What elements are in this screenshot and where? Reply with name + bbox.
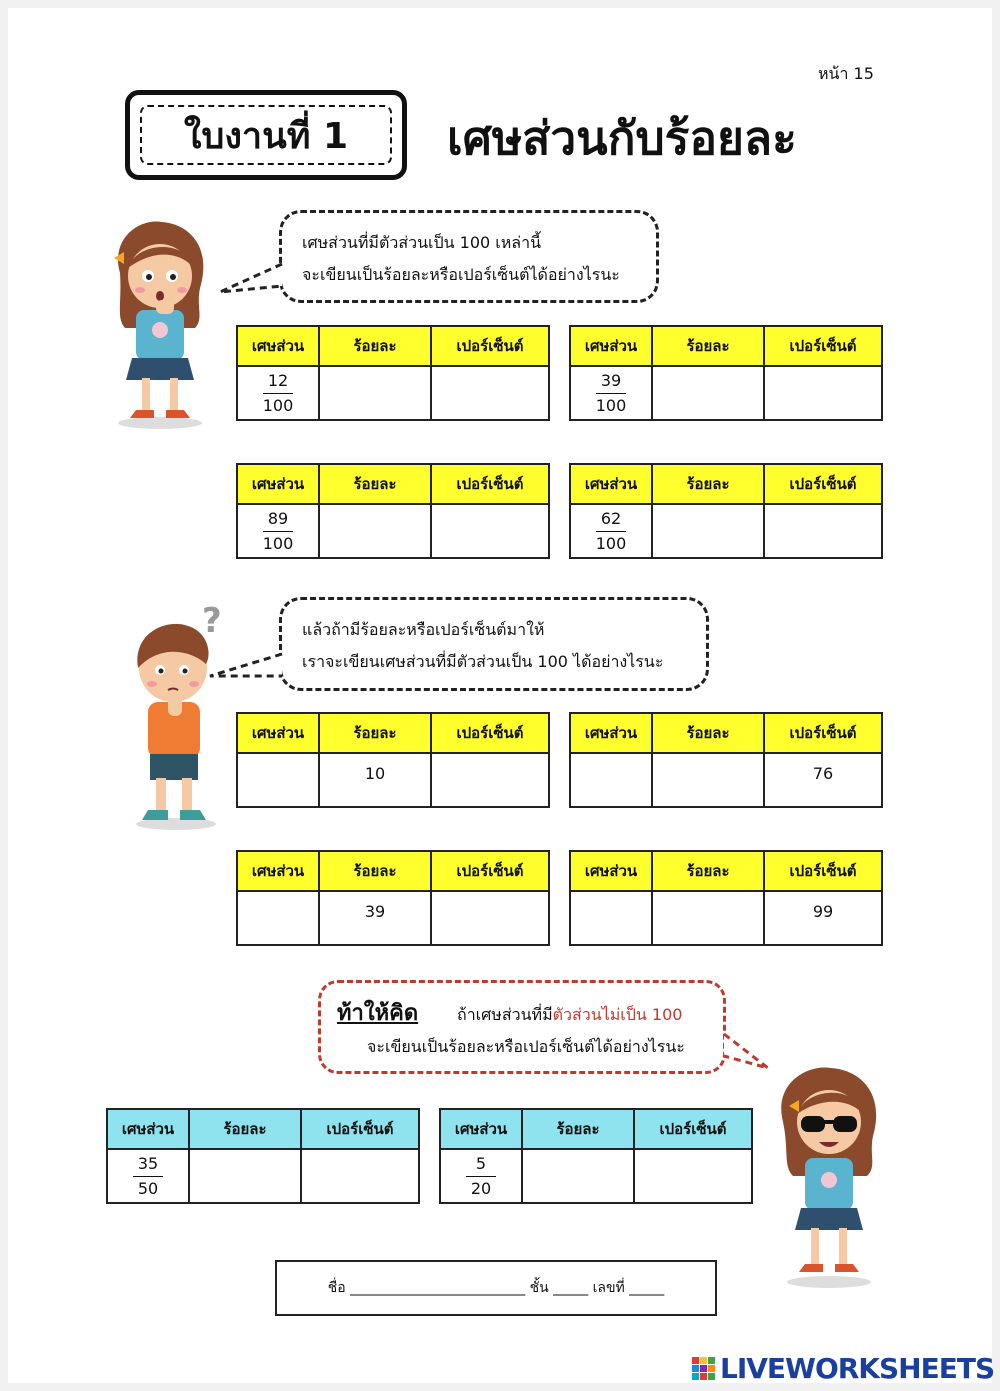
- header-percent-th: ร้อยละ: [319, 851, 431, 891]
- logo-text: LIVEWORKSHEETS: [720, 1352, 995, 1385]
- page-number: หน้า 15: [818, 64, 874, 83]
- given-value: 39: [364, 901, 386, 921]
- given-percent-en: [764, 891, 882, 945]
- fraction-cell: [440, 1149, 522, 1203]
- numerator: 89: [267, 508, 289, 528]
- header-percent-th: ร้อยละ: [652, 326, 764, 366]
- girl-sunglasses-illustration: [765, 1062, 893, 1290]
- worksheet-label: ใบงานที่ 1: [140, 105, 392, 165]
- header-fraction: เศษส่วน: [570, 326, 652, 366]
- section2-table-2: [569, 712, 883, 808]
- answer-percent-en[interactable]: [764, 366, 882, 420]
- section3-table-1: [106, 1108, 420, 1204]
- answer-percent-en[interactable]: [634, 1149, 752, 1203]
- header-fraction: เศษส่วน: [237, 326, 319, 366]
- header-fraction: เศษส่วน: [237, 851, 319, 891]
- header-percent-en: เปอร์เซ็นต์: [431, 713, 549, 753]
- answer-percent-en[interactable]: [431, 753, 549, 807]
- worksheet-label-box: [125, 90, 407, 180]
- header-percent-th: ร้อยละ: [319, 464, 431, 504]
- denominator: 100: [262, 533, 294, 553]
- student-info-box: [275, 1260, 717, 1316]
- numerator: 5: [475, 1153, 487, 1173]
- denominator: 100: [595, 395, 627, 415]
- girl-thinking-illustration: [100, 218, 220, 433]
- given-percent-en: [764, 753, 882, 807]
- header-percent-th: ร้อยละ: [522, 1109, 634, 1149]
- fraction-cell: [570, 366, 652, 420]
- numerator: 35: [137, 1153, 159, 1173]
- given-value: 10: [364, 763, 386, 783]
- answer-percent-en[interactable]: [431, 891, 549, 945]
- answer-percent-en[interactable]: [431, 366, 549, 420]
- bubble2-line1: แล้วถ้ามีร้อยละหรือเปอร์เซ็นต์มาให้: [302, 620, 545, 639]
- bubble1-line1: เศษส่วนที่มีตัวส่วนเป็น 100 เหล่านี้: [302, 233, 542, 252]
- header-percent-th: ร้อยละ: [652, 464, 764, 504]
- denominator: 20: [470, 1178, 492, 1198]
- denominator: 100: [595, 533, 627, 553]
- given-percent-th: [319, 891, 431, 945]
- header-percent-th: ร้อยละ: [319, 326, 431, 366]
- header-fraction: เศษส่วน: [237, 713, 319, 753]
- numerator: 12: [267, 370, 289, 390]
- fraction-cell: [237, 366, 319, 420]
- header-fraction: เศษส่วน: [570, 713, 652, 753]
- header-fraction: เศษส่วน: [440, 1109, 522, 1149]
- answer-fraction[interactable]: [237, 891, 319, 945]
- header-fraction: เศษส่วน: [570, 851, 652, 891]
- question-mark-icon: ?: [202, 601, 222, 641]
- given-percent-th: [319, 753, 431, 807]
- speech-bubble-2: [279, 597, 709, 691]
- header-percent-en: เปอร์เซ็นต์: [764, 713, 882, 753]
- challenge-line1: [457, 1003, 682, 1028]
- header-fraction: เศษส่วน: [570, 464, 652, 504]
- page-title: เศษส่วนกับร้อยละ: [447, 111, 797, 165]
- answer-percent-th[interactable]: [189, 1149, 301, 1203]
- denominator: 100: [262, 395, 294, 415]
- answer-percent-th[interactable]: [652, 366, 764, 420]
- challenge-line1-prefix: ถ้าเศษส่วนที่มี: [457, 1005, 553, 1024]
- header-percent-en: เปอร์เซ็นต์: [431, 464, 549, 504]
- speech-bubble-1-tail: [218, 262, 284, 296]
- section2-table-3: [236, 850, 550, 946]
- header-percent-en: เปอร์เซ็นต์: [764, 851, 882, 891]
- section2-table-1: [236, 712, 550, 808]
- answer-percent-th[interactable]: [522, 1149, 634, 1203]
- section1-table-3: [236, 463, 550, 559]
- answer-percent-en[interactable]: [301, 1149, 419, 1203]
- answer-percent-th[interactable]: [652, 891, 764, 945]
- student-info-line[interactable]: ชื่อ _________________________ ชั้น _____ เลขที่ _____: [327, 1280, 665, 1296]
- header-fraction: เศษส่วน: [107, 1109, 189, 1149]
- numerator: 39: [600, 370, 622, 390]
- header-percent-th: ร้อยละ: [189, 1109, 301, 1149]
- answer-percent-en[interactable]: [764, 504, 882, 558]
- header-percent-en: เปอร์เซ็นต์: [764, 464, 882, 504]
- answer-percent-th[interactable]: [319, 366, 431, 420]
- answer-percent-th[interactable]: [652, 753, 764, 807]
- speech-bubble-2-tail: [208, 650, 284, 680]
- liveworksheets-logo: [692, 1352, 994, 1385]
- answer-percent-th[interactable]: [319, 504, 431, 558]
- header-percent-en: เปอร์เซ็นต์: [431, 851, 549, 891]
- logo-grid-icon: [692, 1357, 715, 1380]
- answer-percent-en[interactable]: [431, 504, 549, 558]
- answer-fraction[interactable]: [237, 753, 319, 807]
- answer-fraction[interactable]: [570, 753, 652, 807]
- header-percent-th: ร้อยละ: [319, 713, 431, 753]
- answer-percent-th[interactable]: [652, 504, 764, 558]
- header-percent-th: ร้อยละ: [652, 713, 764, 753]
- challenge-line1-highlight: ตัวส่วนไม่เป็น 100: [552, 1005, 683, 1024]
- header-percent-th: ร้อยละ: [652, 851, 764, 891]
- section2-table-4: [569, 850, 883, 946]
- fraction-cell: [570, 504, 652, 558]
- section1-table-1: [236, 325, 550, 421]
- section1-table-4: [569, 463, 883, 559]
- header-percent-en: เปอร์เซ็นต์: [301, 1109, 419, 1149]
- header-percent-en: เปอร์เซ็นต์: [431, 326, 549, 366]
- given-value: 76: [812, 763, 834, 783]
- speech-bubble-1: [279, 210, 659, 303]
- bubble1-line2: จะเขียนเป็นร้อยละหรือเปอร์เซ็นต์ได้อย่างไรนะ: [302, 265, 620, 284]
- section1-table-2: [569, 325, 883, 421]
- header-percent-en: เปอร์เซ็นต์: [764, 326, 882, 366]
- header-percent-en: เปอร์เซ็นต์: [634, 1109, 752, 1149]
- numerator: 62: [600, 508, 622, 528]
- given-value: 99: [812, 901, 834, 921]
- answer-fraction[interactable]: [570, 891, 652, 945]
- challenge-heading: ท้าให้คิด: [337, 1001, 419, 1026]
- fraction-cell: [237, 504, 319, 558]
- denominator: 50: [137, 1178, 159, 1198]
- boy-thinking-illustration: [118, 598, 228, 833]
- fraction-cell: [107, 1149, 189, 1203]
- header-fraction: เศษส่วน: [237, 464, 319, 504]
- challenge-line2: จะเขียนเป็นร้อยละหรือเปอร์เซ็นต์ได้อย่างไรนะ: [367, 1037, 685, 1056]
- challenge-bubble: [318, 980, 726, 1074]
- section3-table-2: [439, 1108, 753, 1204]
- bubble2-line2: เราจะเขียนเศษส่วนที่มีตัวส่วนเป็น 100 ได้อย่างไรนะ: [302, 652, 664, 671]
